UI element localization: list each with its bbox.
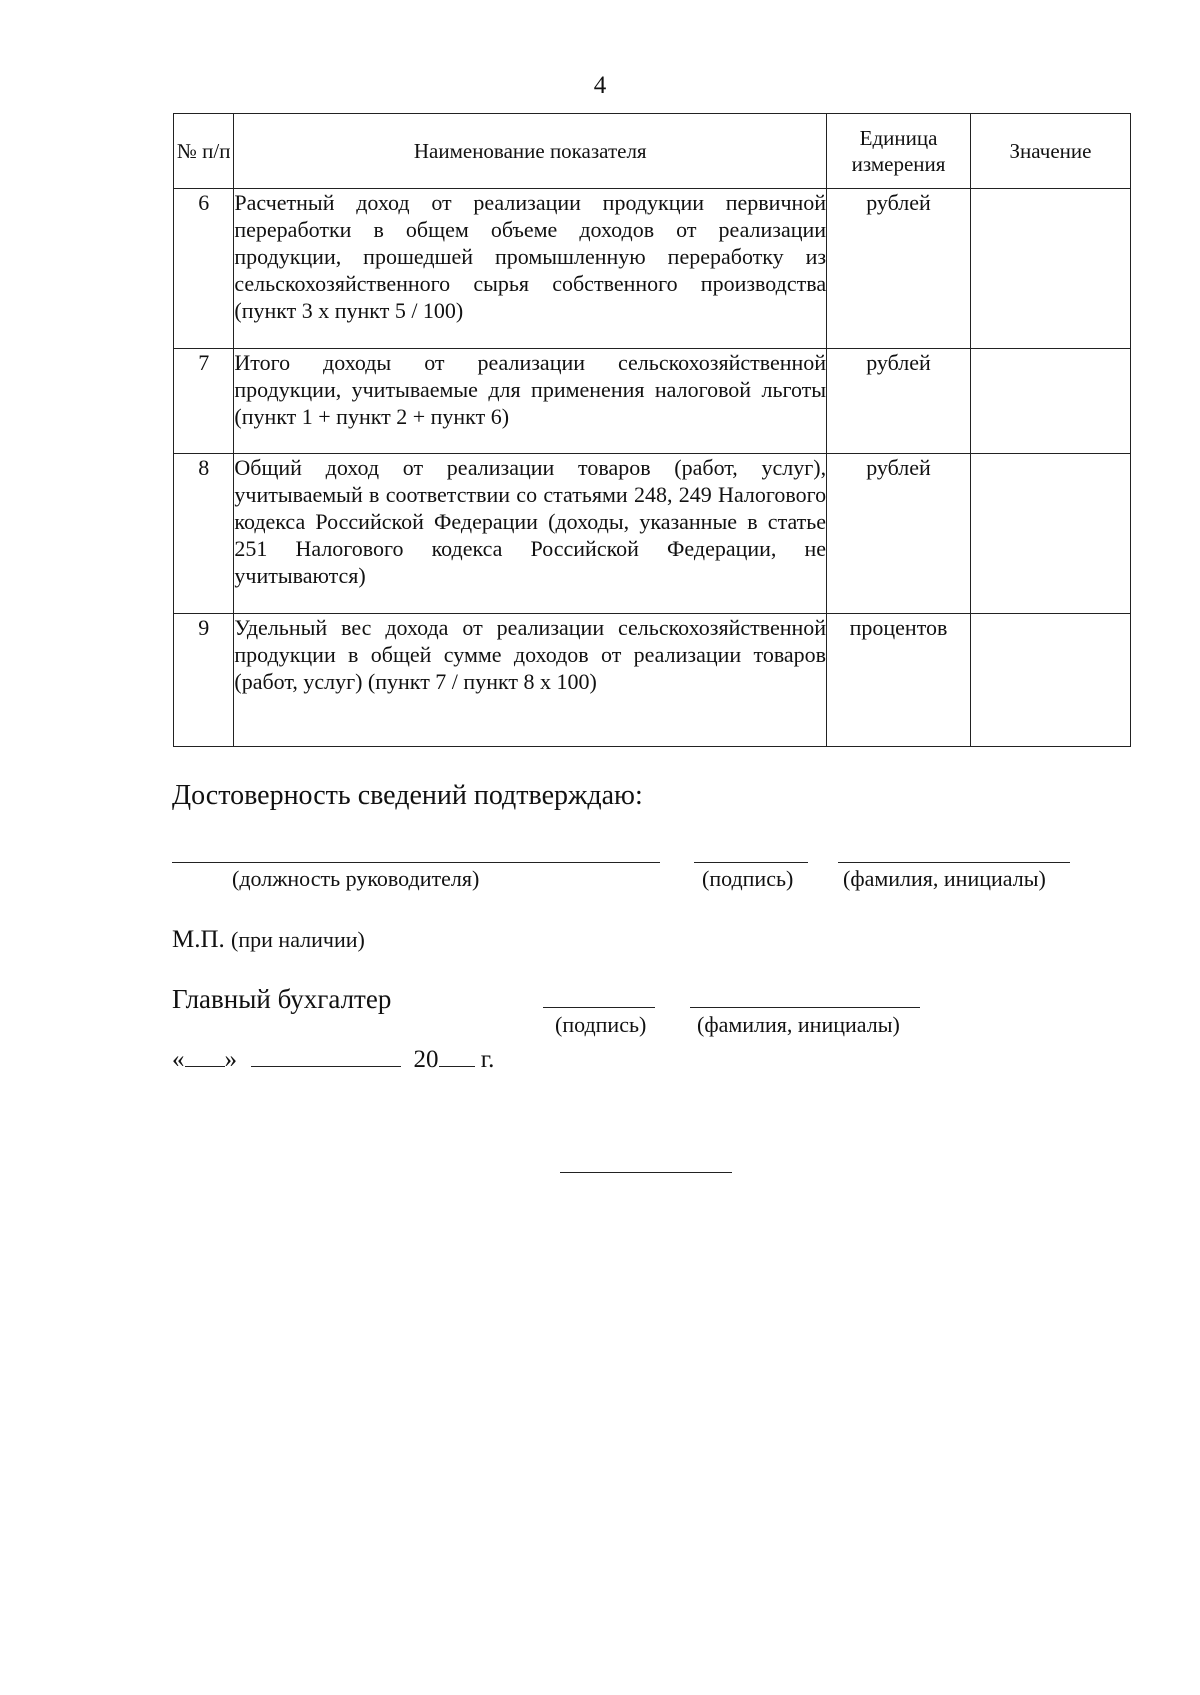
row-indicator-name: Общий доход от реализации товаров (работ, услуг), учитываемый в соответствии со статьями 248, 249 Налогового кодекса Российской Федерации (доходы, указанные в статье 251 Налогового кодекса Российской Федерации, не учитываются) — [234, 454, 827, 614]
header-unit: Единица измерения — [827, 114, 971, 189]
confirmation-title: Достоверность сведений подтверждаю: — [172, 780, 643, 811]
chief-name-caption: (фамилия, инициалы) — [697, 1012, 900, 1037]
table-row — [174, 614, 1131, 747]
row-indicator-name: Удельный вес дохода от реализации сельскохозяйственной продукции в общей сумме доходов от реализации товаров (работ, услуг) (пункт 7 / пункт 8 х 100) — [234, 614, 827, 747]
row-value[interactable] — [970, 454, 1130, 614]
date-row — [172, 1044, 494, 1074]
year-suffix: г. — [480, 1046, 495, 1073]
position-line[interactable] — [172, 862, 660, 863]
date-open-quote: « — [172, 1046, 185, 1073]
row-number: 6 — [174, 189, 234, 349]
chief-signature-caption: (подпись) — [555, 1012, 647, 1037]
date-close-quote: » — [224, 1046, 237, 1073]
row-number: 8 — [174, 454, 234, 614]
header-num: № п/п — [174, 114, 234, 189]
chief-signature-line[interactable] — [543, 1007, 655, 1008]
end-rule — [560, 1172, 732, 1173]
name-line[interactable] — [838, 862, 1070, 863]
stamp-mark: М.П. — [172, 926, 225, 953]
row-indicator-name: Итого доходы от реализации сельскохозяйственной продукции, учитываемые для применения налоговой льготы (пункт 1 + пункт 2 + пункт 6) — [234, 349, 827, 454]
header-name: Наименование показателя — [234, 114, 827, 189]
table-row — [174, 349, 1131, 454]
row-value[interactable] — [970, 614, 1130, 747]
table-row — [174, 454, 1131, 614]
row-unit: процентов — [827, 614, 971, 747]
stamp-label — [172, 926, 365, 954]
table-header-row — [174, 114, 1131, 189]
position-caption: (должность руководителя) — [232, 866, 480, 891]
row-indicator-name: Расчетный доход от реализации продукции первичной переработки в общем объеме доходов от реализации продукции, прошедшей промышленную переработку из сельскохозяйственного сырья собственного производства (пункт 3 х пункт 5 / 100) — [234, 189, 827, 349]
year-blank[interactable] — [439, 1044, 475, 1067]
row-number: 9 — [174, 614, 234, 747]
day-blank[interactable] — [185, 1044, 225, 1067]
name-caption: (фамилия, инициалы) — [843, 866, 1046, 891]
row-number: 7 — [174, 349, 234, 454]
signature-caption: (подпись) — [702, 866, 794, 891]
stamp-note: (при наличии) — [231, 927, 365, 952]
row-value[interactable] — [970, 349, 1130, 454]
header-value: Значение — [970, 114, 1130, 189]
row-value[interactable] — [970, 189, 1130, 349]
chief-name-line[interactable] — [690, 1007, 920, 1008]
row-unit: рублей — [827, 189, 971, 349]
indicators-table — [173, 113, 1131, 747]
chief-accountant-title: Главный бухгалтер — [172, 984, 392, 1014]
year-prefix: 20 — [413, 1046, 439, 1073]
month-blank[interactable] — [251, 1044, 401, 1067]
table-row — [174, 189, 1131, 349]
page-number: 4 — [593, 72, 607, 99]
row-unit: рублей — [827, 454, 971, 614]
row-unit: рублей — [827, 349, 971, 454]
signature-line[interactable] — [694, 862, 808, 863]
